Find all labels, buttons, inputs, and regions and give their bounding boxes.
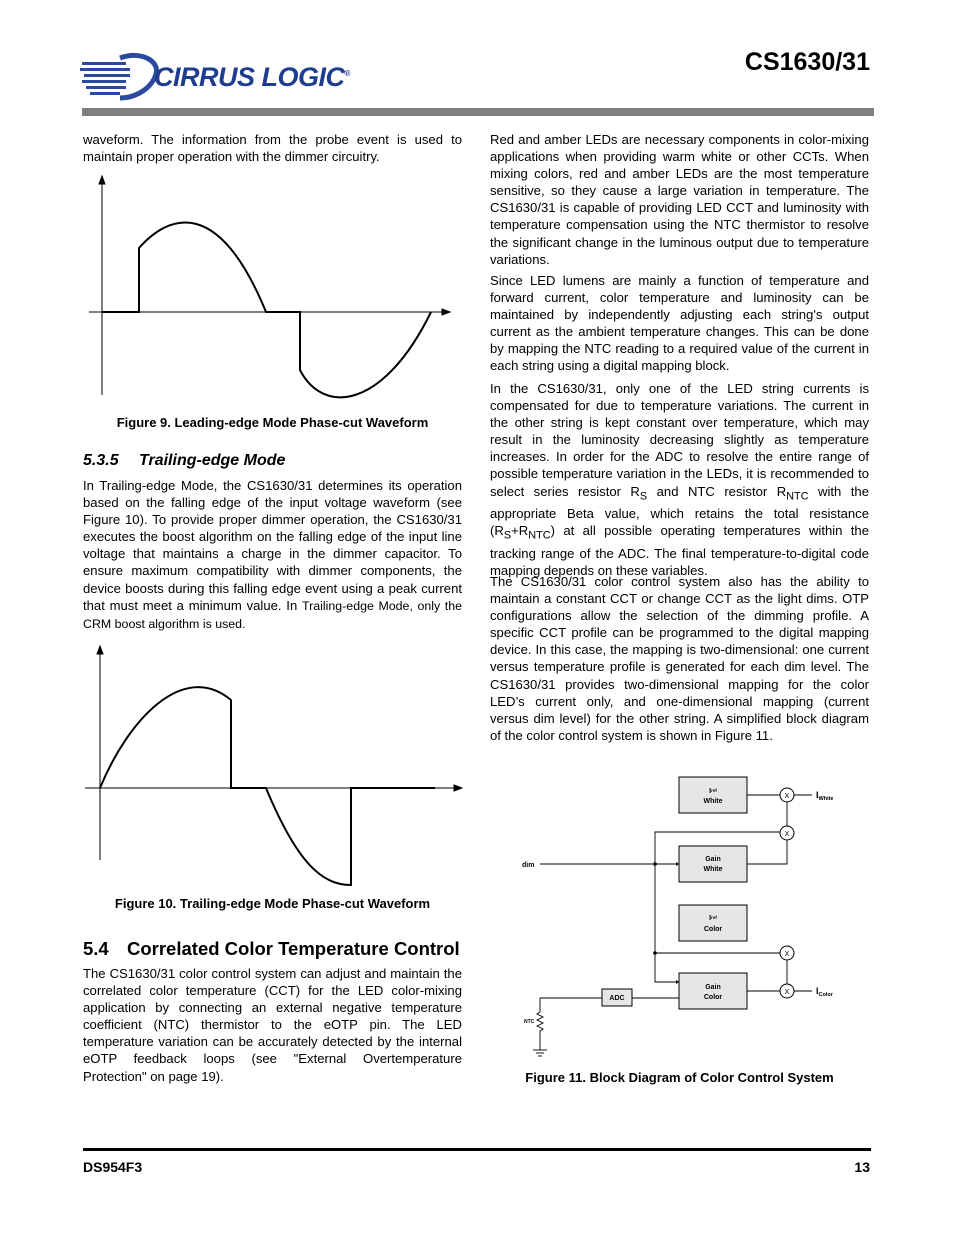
p3-part-c: with the appropriate Beta value, which retains the total resistance (R — [490, 483, 869, 539]
figure-10-caption: Figure 10. Trailing-edge Mode Phase-cut Waveform — [114, 896, 431, 911]
mult-white-1-label: X — [784, 793, 790, 800]
fig10-waveform-path — [100, 687, 435, 885]
section-5-4-title: Correlated Color Temperature Control — [127, 938, 460, 959]
p3-part-b: and NTC resistor R — [647, 483, 787, 499]
p3-sub-ntc2: NTC — [528, 529, 551, 542]
gain-color-label-1: Gain — [705, 984, 721, 991]
iref-white-block — [679, 777, 747, 813]
fig9-y-arrow — [99, 176, 105, 184]
iwhite-output-label: $I_{White}$ — [816, 790, 834, 802]
ntc-resistor — [537, 998, 543, 1050]
mult-white-2-label: X — [784, 831, 790, 838]
logo-mark: ® — [344, 69, 350, 78]
intro-paragraph: waveform. The information from the probe event is used to maintain proper operation with the dimmer circuitry. — [83, 132, 462, 165]
gain-white-label-1: Gain — [705, 856, 721, 863]
mult-color-2-label: X — [784, 989, 790, 996]
header-rule — [82, 108, 874, 116]
footer-page-number: 13 — [854, 1159, 870, 1175]
section-5-4-number: 5.4 — [83, 938, 109, 959]
section-5-4-body: The CS1630/31 color control system can adjust and maintain the correlated color temperature (CCT) for the LED color-mixing application by connecting an external negative temperature coefficient (NTC) thermistor to the eOTP pin. The LED temperature variation can be accurately detected by the internal eOTP feedback loops (see "External Overtemperature Protection" on page 19). — [83, 966, 462, 1084]
figure-11-caption: Figure 11. Block Diagram of Color Control System — [525, 1070, 834, 1085]
cirrus-logic-logo — [80, 52, 350, 104]
footer-doc-id: DS954F3 — [83, 1159, 143, 1175]
figure-9-caption: Figure 9. Leading-edge Mode Phase-cut Waveform — [116, 415, 429, 430]
iref-color-label: Iref — [709, 915, 717, 922]
gain-white-block — [679, 846, 747, 882]
p3-part-a: In the CS1630/31, only one of the LED string currents is compensated for due to temperature variations. The current in the other string is kept constant over temperature, which may result in the luminosity decreasing slightly as temperature increases. In order for the ADC to resolve the entire range of possible temperature variation in the LEDs, it is recommended to select series resistor R — [490, 381, 869, 499]
mult-color-1-label: X — [784, 951, 790, 958]
iref-color-block — [679, 905, 747, 941]
section-5-3-5-title: Trailing-edge Mode — [139, 452, 286, 469]
section-5-3-5-body — [83, 477, 462, 633]
gain-color-block — [679, 973, 747, 1009]
right-paragraph-1: Red and amber LEDs are necessary components in color-mixing applications when providing warm white or other CCTs. When mixing colors, red and amber LEDs are the most temperature sensitive, so they cause a large variation in temperature. The CS1630/31 is capable of providing LED CCT and luminosity with temperature compensation using the NTC thermistor to resolve the significant change in the luminous output due to temperature variations. — [490, 132, 869, 267]
p3-sub-ntc: NTC — [786, 490, 809, 503]
p3-part-e: ) at all possible operating temperatures within the tracking range of the ADC. The final temperature-to-digital code mapping depends on these variables. — [490, 523, 869, 579]
section-5-4-heading — [83, 938, 462, 960]
iref-white-label: Iref — [709, 788, 717, 795]
section-5-3-5-heading — [83, 452, 462, 470]
gain-color-label-2: Color — [703, 994, 723, 1001]
figure-9-waveform — [83, 170, 463, 410]
p3-part-d: +R — [511, 523, 529, 539]
right-paragraph-3 — [490, 380, 869, 579]
section-5-3-5-number: 5.3.5 — [83, 452, 119, 469]
ntc-label: NTC — [524, 1019, 535, 1025]
section-5-3-5-text-end: Trailing-edge Mode, only the CRM boost algorithm is used. — [83, 598, 463, 631]
figure-11-block-diagram — [510, 770, 850, 1070]
adc-label: ADC — [609, 995, 625, 1002]
logo-text: CIRRUS LOGIC — [154, 62, 345, 92]
p3-sub-s2: S — [503, 529, 512, 542]
right-paragraph-2: Since LED lumens are mainly a function of temperature and forward current, color temperature and luminosity can be maintained by independently adjusting each string's output current as the ambient temperature changes. This can be done by mapping the NTC reading to a required value of the current in each string using a digital mapping block. — [490, 273, 869, 374]
iref-white-sublabel: White — [703, 798, 723, 805]
icolor-output-label: $I_{Color}$ — [816, 986, 833, 998]
footer-rule — [83, 1148, 871, 1151]
figure-10-waveform — [83, 640, 463, 890]
section-5-3-5-text: In Trailing-edge Mode, the CS1630/31 determines its operation based on the falling edge of the input voltage waveform (see Figure 10). To provide proper dimmer operation, the CS1630/31 executes the boost algorithm on the falling edge of the input line voltage that maintains a charge in the dimmer capacitor. To ensure maximum compatibility with dimmer components, the device boosts during this falling edge event using a peak current that must meet a minimum value. In — [83, 478, 462, 613]
dim-label: dim — [522, 862, 535, 869]
logo-swoosh-icon — [80, 52, 160, 104]
gain-white-label-2: White — [703, 866, 723, 873]
fig9-waveform-path — [102, 222, 431, 397]
p3-sub-s: S — [639, 490, 648, 503]
right-paragraph-4: The CS1630/31 color control system also has the ability to maintain a constant CCT or change CCT as the light dims. OTP configurations allow the selection of the dimming profile. A specific CCT profile can be programmed to the digital mapping device. In this case, the mapping is two-dimensional: one current versus temperature profile is generated for each dim level. The CS1630/31 provides two-dimensional mapping for the color LED’s current only, and one-dimensional mapping (current versus dim level) for the other string. A simplified block diagram of the color control system is shown in Figure 11. — [490, 574, 869, 743]
iref-color-sublabel: Color — [703, 926, 723, 933]
document-title: CS1630/31 — [744, 48, 870, 76]
